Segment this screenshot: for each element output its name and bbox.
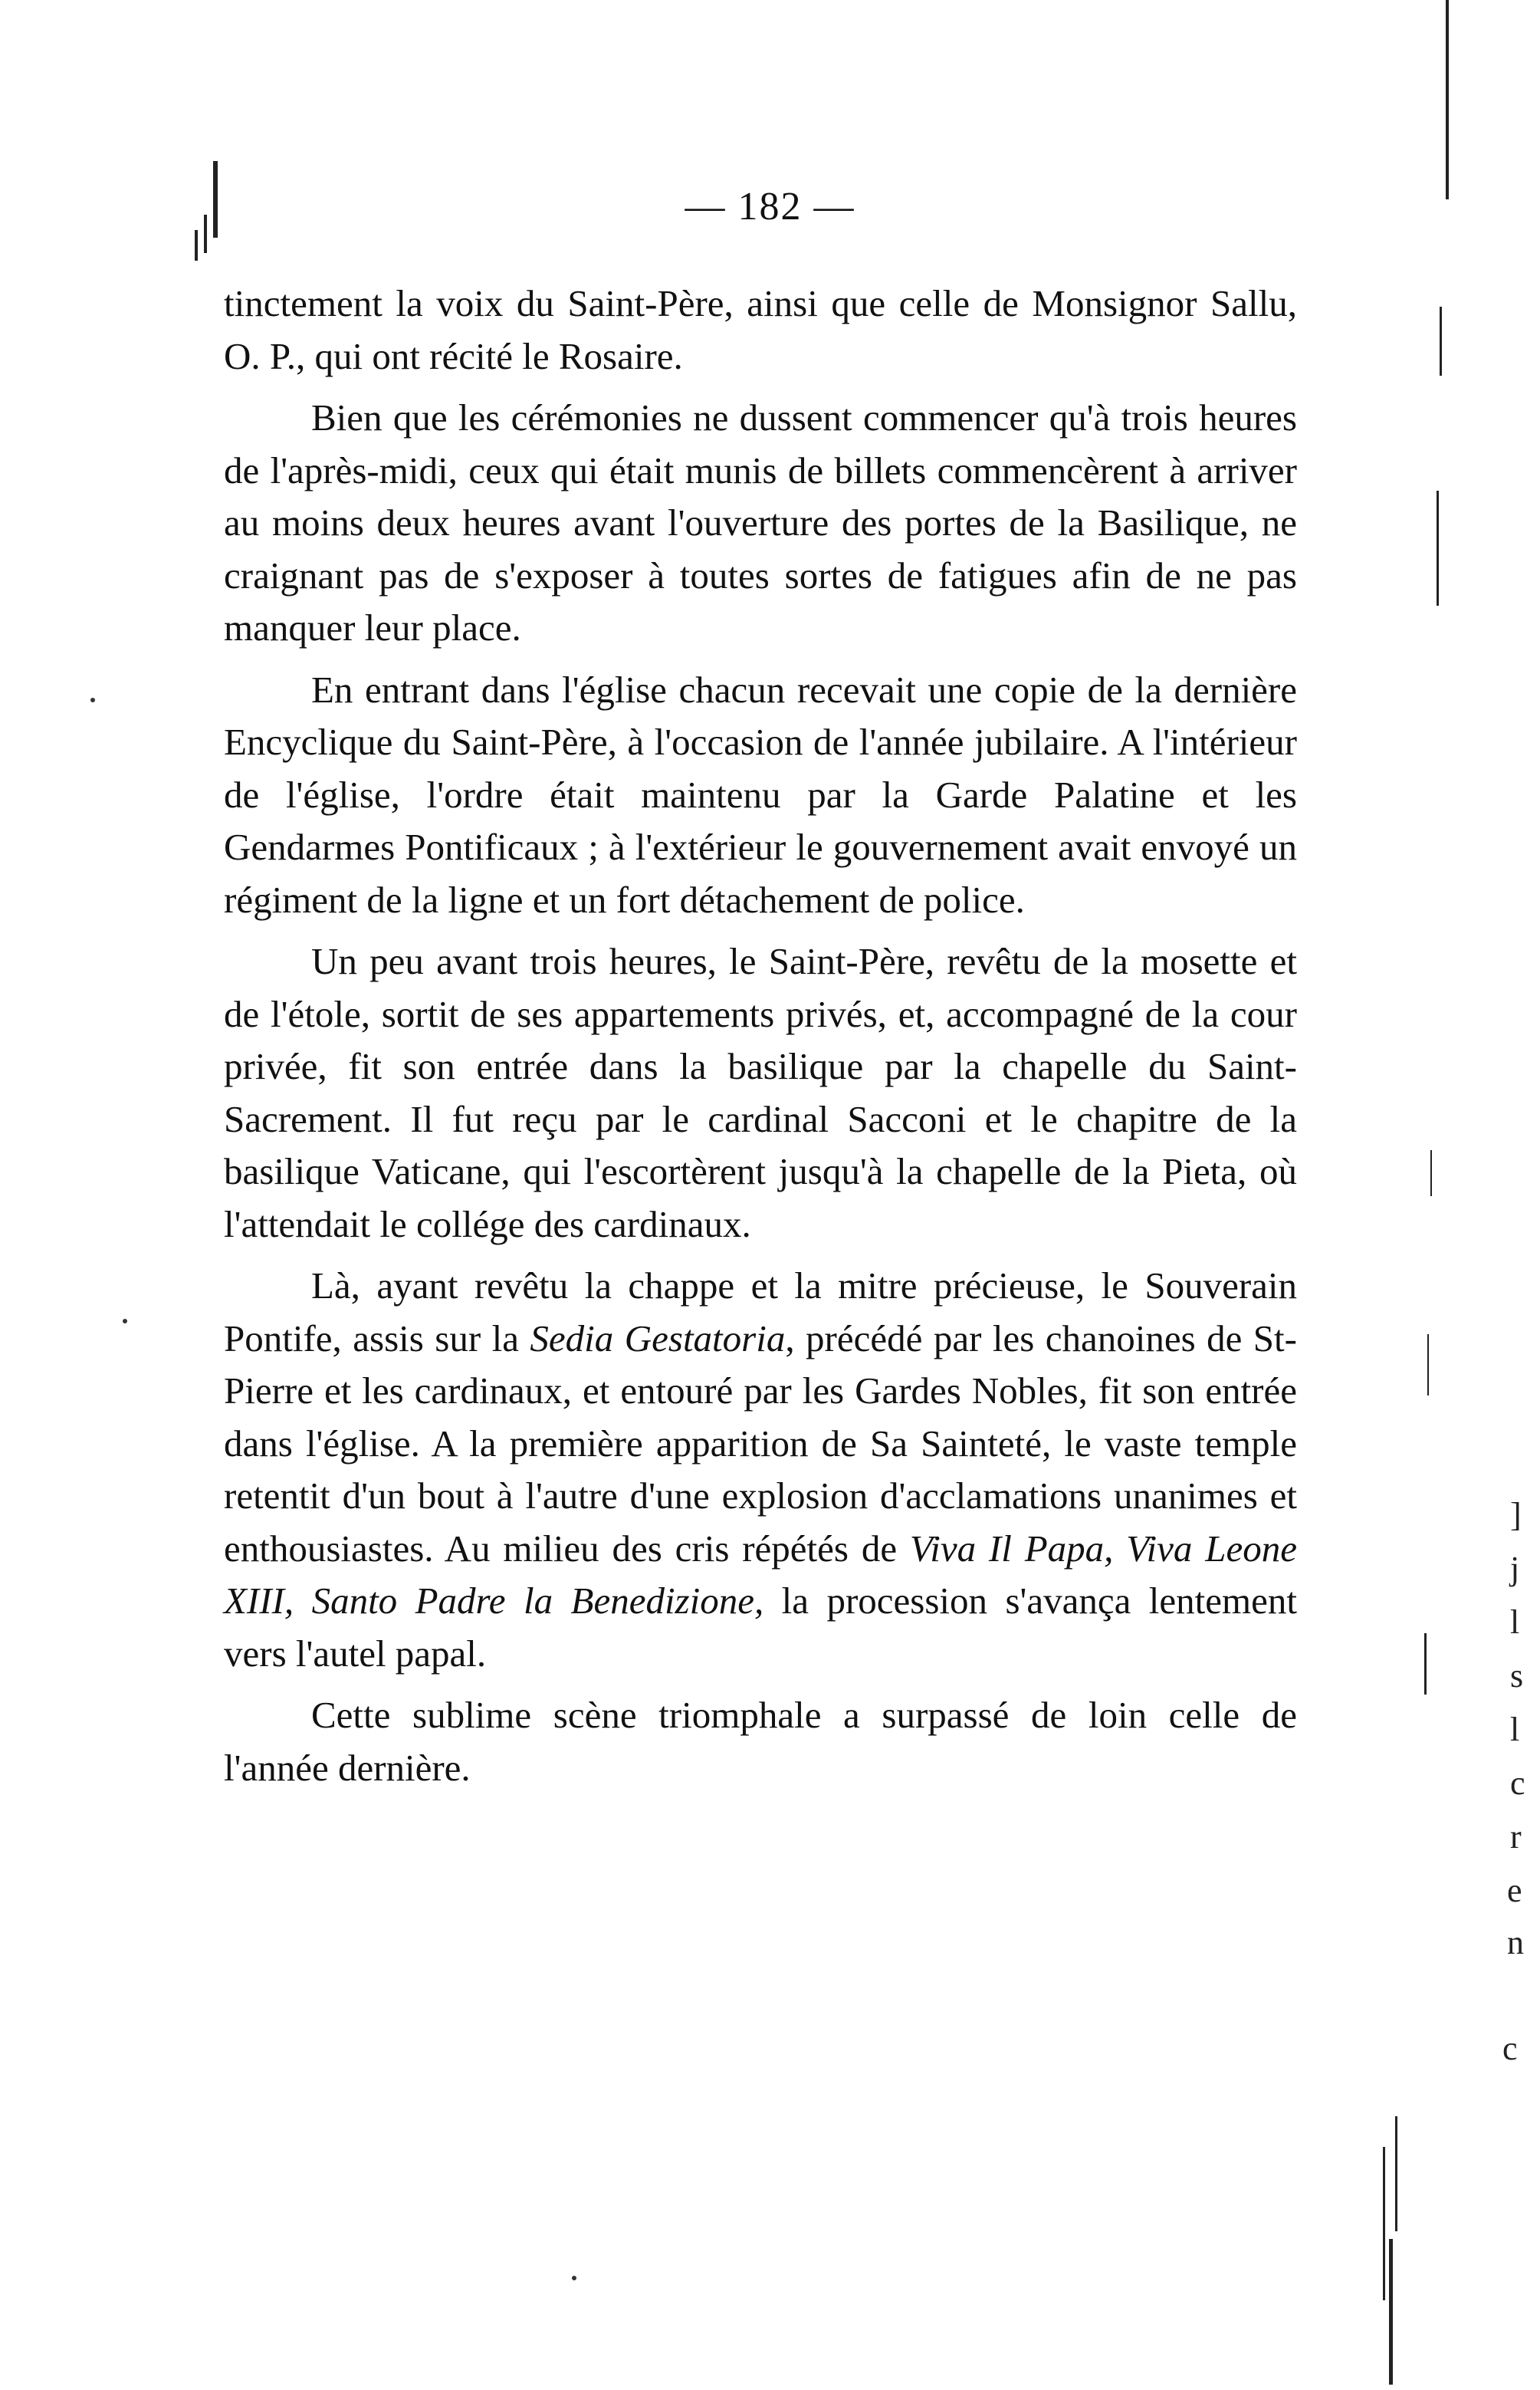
paragraph-6: Cette sublime scène triomphale a surpassé de loin celle de l'année dernière. [224,1694,1297,1789]
gutter-line-6 [1424,1633,1427,1695]
gutter-line-7 [1383,2147,1385,2300]
binding-mark-left-2 [204,215,207,253]
margin-letter-3: l [1510,1603,1520,1641]
binding-mark-left-3 [195,230,198,261]
speck-3 [572,2276,576,2280]
paragraph-4: Un peu avant trois heures, le Saint-Père, revêtu de la mosette et de l'étole, sortit de ses appartements privés, et, accompagné de la cour privée, fit son entrée dans la basilique par la chapelle du Saint-Sacrement. Il fut reçu par le cardinal Sacconi et le chapitre de la basilique Vaticane, qui l'escortèrent jusqu'à la chapelle de la Pieta, où l'attendait le collége des cardinaux. [224,940,1297,1245]
gutter-line-8 [1389,2239,1393,2385]
gutter-line-3 [1437,491,1439,606]
margin-letter-4: s [1510,1657,1524,1695]
margin-letter-1: ] [1510,1496,1522,1534]
speck-2 [90,698,95,702]
paragraph-5-text-b: , précédé par les chanoines de St-Pierre et les cardinaux, et entouré par les Gardes Nobles, fit son entrée dans l'église. A la première apparition de Sa Sainteté, le vaste temple retentit d'un bout à l'autre d'une explosion d'acclamations unanimes et enthousiastes. Au milieu des cris répétés de [224,1317,1297,1570]
margin-letter-2: j [1510,1550,1520,1587]
margin-letter-5: l [1510,1711,1520,1748]
speck-1 [123,1319,127,1323]
margin-letter-10: c [1502,2030,1518,2067]
margin-letter-8: e [1507,1872,1522,1909]
paragraph-5-italic-a: Sedia Gestatoria [530,1317,786,1359]
paragraph-5-text-a: Là, ayant revêtu la chappe et la mitre précieuse, le Souverain Pontife, assis sur la [224,1264,1297,1359]
body-text [224,278,1297,1803]
gutter-line-9 [1395,2116,1397,2231]
margin-letter-7: r [1510,1818,1522,1856]
gutter-line-1 [1446,0,1449,199]
binding-mark-left-1 [213,161,218,238]
gutter-line-2 [1440,307,1442,376]
gutter-line-4 [1430,1150,1432,1196]
paragraph-5-text-c: la procession s'avança lentement vers l'autel papal. [224,1580,1297,1675]
paragraph-2: Bien que les cérémonies ne dussent commencer qu'à trois heures de l'après-midi, ceux qui était munis de billets commencèrent à arriver au moins deux heures avant l'ouverture des portes de la Basilique, ne craignant pas de s'exposer à toutes sortes de fatigues afin de ne pas manquer leur place. [224,396,1297,649]
margin-letter-9: n [1507,1924,1524,1961]
margin-letter-6: c [1510,1764,1525,1802]
paragraph-3: En entrant dans l'église chacun recevait une copie de la dernière Encyclique du Saint-Père, à l'occasion de l'année jubilaire. A l'intérieur de l'église, l'ordre était maintenu par la Garde Palatine et les Gendarmes Pontificaux ; à l'extérieur le gouvernement avait envoyé un régiment de la ligne et un fort détachement de police. [224,668,1297,921]
paragraph-1: tinctement la voix du Saint-Père, ainsi que celle de Monsignor Sallu, O. P., qui ont récité le Rosaire. [224,282,1297,377]
paragraph-5 [224,1260,1297,1680]
page-number: — 182 — [685,185,855,228]
gutter-line-5 [1427,1334,1429,1396]
paragraph-5-italic-b: Viva Il Papa, Viva Leone XIII, Santo Padre la Benedizione, [224,1527,1297,1622]
